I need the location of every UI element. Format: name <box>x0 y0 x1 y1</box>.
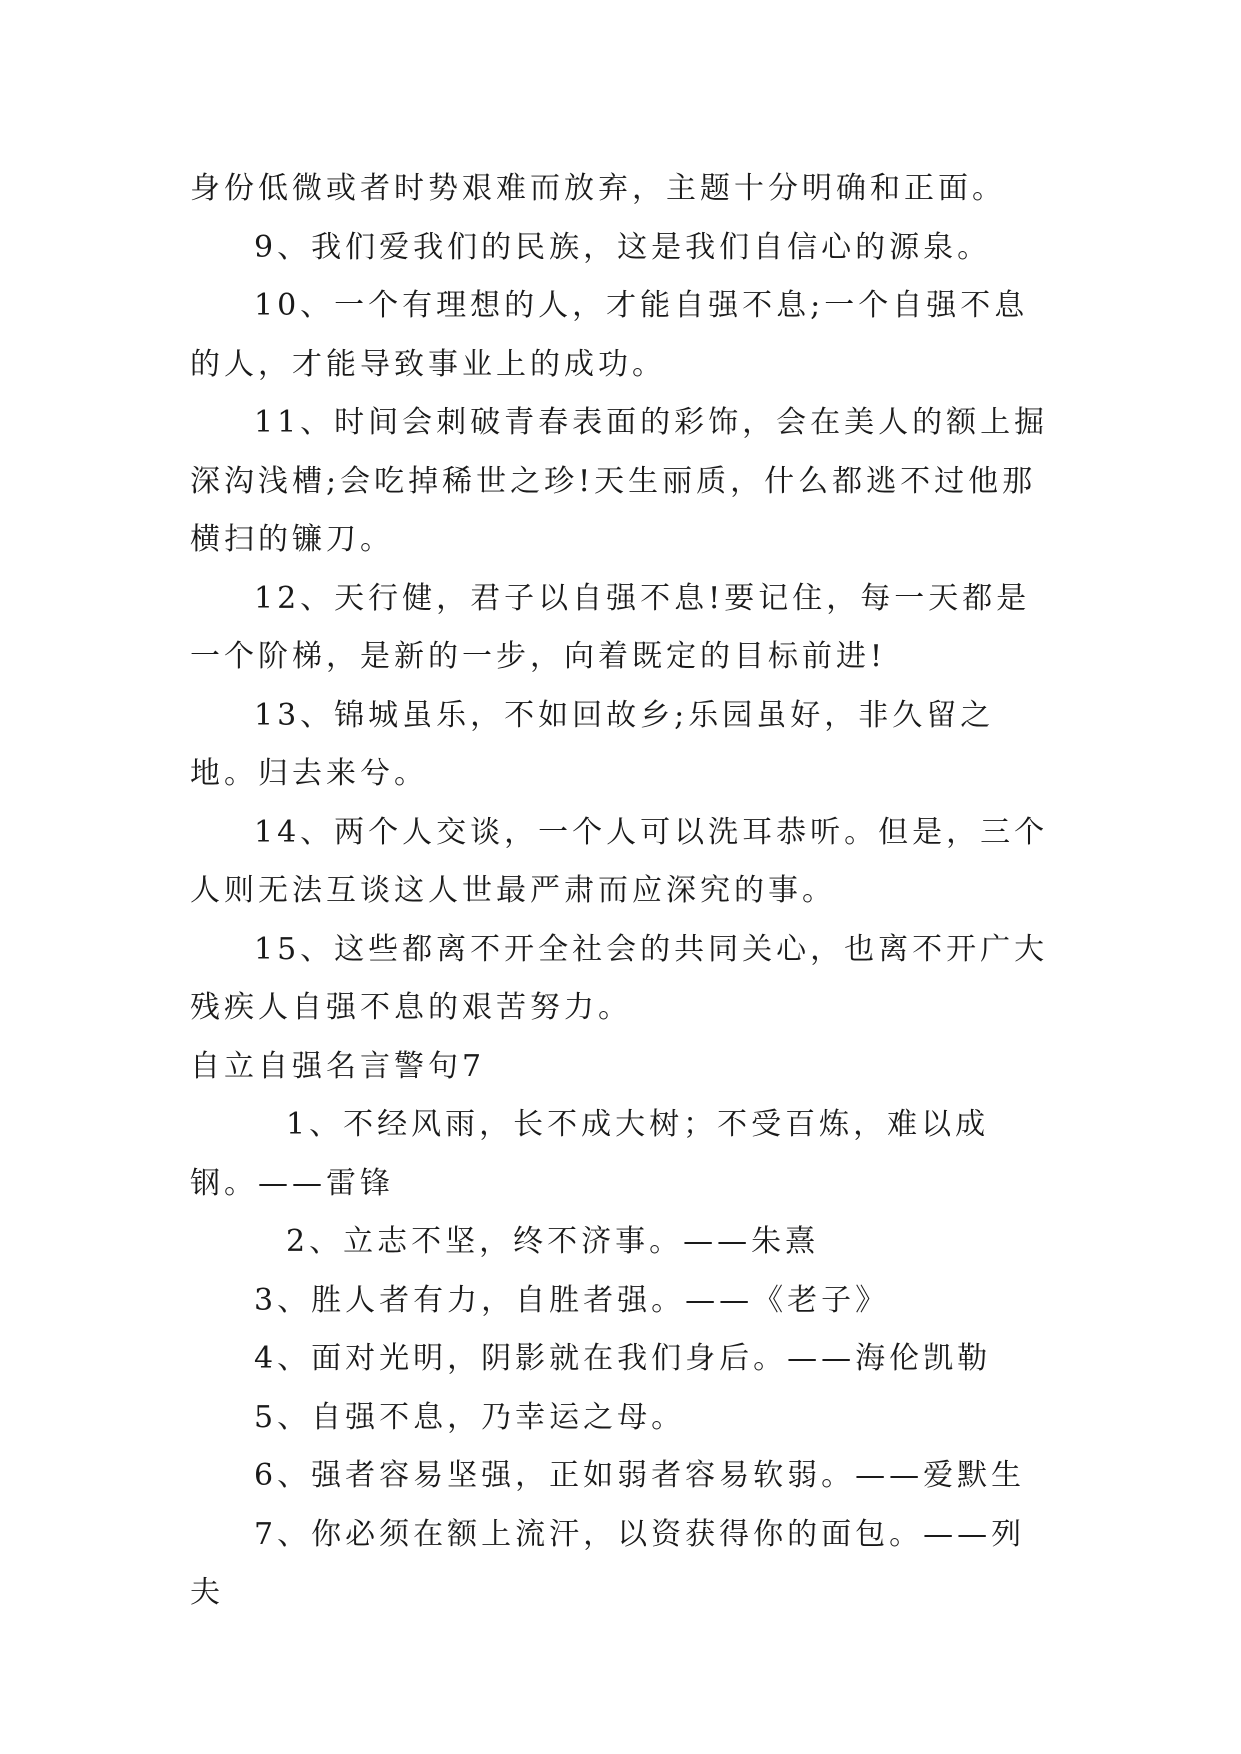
paragraph-continuation: 身份低微或者时势艰难而放弃，主题十分明确和正面。 <box>190 171 1006 206</box>
quote-item-2: 2、立志不坚，终不济事。——朱熹 <box>286 1224 820 1259</box>
quote-item-7: 7、你必须在额上流汗，以资获得你的面包。——列夫 <box>190 1516 1026 1610</box>
paragraph-item-10: 10、一个有理想的人，才能自强不息;一个自强不息的人，才能导致事业上的成功。 <box>190 288 1029 382</box>
quote-item-6: 6、强者容易坚强，正如弱者容易软弱。——爱默生 <box>254 1458 1026 1493</box>
document-body <box>190 160 1055 1623</box>
paragraph-item-11: 11、时间会刺破青春表面的彩饰，会在美人的额上掘深沟浅槽;会吃掉稀世之珍!天生丽质，什么都逃不过他那横扫的镰刀。 <box>190 405 1049 557</box>
paragraph-item-9: 9、我们爱我们的民族，这是我们自信心的源泉。 <box>254 229 992 265</box>
quote-item-1: 1、不经风雨，长不成大树；不受百炼，难以成钢。——雷锋 <box>190 1107 990 1201</box>
quote-item-4: 4、面对光明，阴影就在我们身后。——海伦凯勒 <box>254 1341 992 1376</box>
paragraph-item-15: 15、这些都离不开全社会的共同关心，也离不开广大残疾人自强不息的艰苦努力。 <box>190 931 1049 1025</box>
section-heading: 自立自强名言警句7 <box>190 1048 486 1084</box>
paragraph-item-14: 14、两个人交谈，一个人可以洗耳恭听。但是，三个人则无法互谈这人世最严肃而应深究的事。 <box>190 814 1049 908</box>
quote-item-3: 3、胜人者有力，自胜者强。——《老子》 <box>254 1282 890 1318</box>
quote-item-5: 5、自强不息，乃幸运之母。 <box>254 1399 686 1435</box>
paragraph-item-13: 13、锦城虽乐，不如回故乡;乐园虽好，非久留之地。归去来兮。 <box>190 697 995 791</box>
paragraph-item-12: 12、天行健，君子以自强不息!要记住，每一天都是一个阶梯，是新的一步，向着既定的目标前进! <box>190 580 1031 674</box>
